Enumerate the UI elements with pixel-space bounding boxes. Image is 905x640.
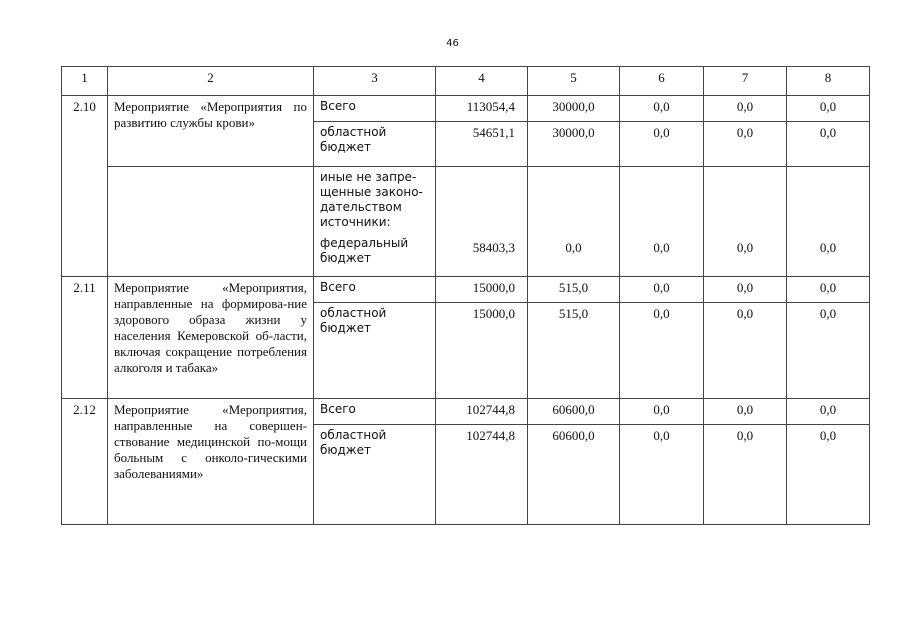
value-col8: 0,0 <box>787 399 870 425</box>
value-col6: 0,0 <box>620 425 704 525</box>
empty-name-cell <box>108 167 314 277</box>
source-label: областной бюджет <box>314 425 436 525</box>
value-col4: 54651,1 <box>436 122 528 167</box>
value-col8: 0,0 <box>787 277 870 303</box>
value-col4: 102744,8 <box>436 399 528 425</box>
value-col4: 113054,4 <box>436 96 528 122</box>
table-row <box>62 167 870 277</box>
item-name: Мероприятие «Мероприятия, направленные на формирова-ние здорового образа жизни у населения Кемеровской об-ласти, включая сокращение потребления алкоголя и табака» <box>108 277 314 399</box>
value-col7: 0,0 <box>704 425 787 525</box>
value-col7: 0,0 <box>704 277 787 303</box>
source-label: областной бюджет <box>314 122 436 167</box>
value-col7: 0,0 <box>704 122 787 167</box>
value-col4: 15000,0 <box>436 277 528 303</box>
value-col4: 15000,0 <box>436 303 528 399</box>
column-header: 5 <box>528 67 620 96</box>
table-row <box>62 277 870 303</box>
source-label: Всего <box>314 277 436 303</box>
value-col5: 0,0 <box>528 167 620 277</box>
column-header: 7 <box>704 67 787 96</box>
item-name: Мероприятие «Мероприятия, направленные на совершен-ствование медицинской по-мощи больным с онколо-гическими заболеваниями» <box>108 399 314 525</box>
budget-table <box>61 66 870 525</box>
value-col7: 0,0 <box>704 96 787 122</box>
column-header: 6 <box>620 67 704 96</box>
column-header: 8 <box>787 67 870 96</box>
value-col4: 102744,8 <box>436 425 528 525</box>
value-col7: 0,0 <box>704 399 787 425</box>
value-col6: 0,0 <box>620 277 704 303</box>
value-col5: 30000,0 <box>528 122 620 167</box>
column-header: 3 <box>314 67 436 96</box>
value-col6: 0,0 <box>620 96 704 122</box>
value-col4: 58403,3 <box>436 167 528 277</box>
column-header: 1 <box>62 67 108 96</box>
value-col8: 0,0 <box>787 167 870 277</box>
header-row <box>62 67 870 96</box>
value-col6: 0,0 <box>620 303 704 399</box>
source-note: иные не запре-щенные законо-дательством источники: <box>320 170 423 229</box>
value-col8: 0,0 <box>787 96 870 122</box>
table-row <box>62 399 870 425</box>
value-col8: 0,0 <box>787 425 870 525</box>
item-number: 2.12 <box>62 399 108 525</box>
source-label: Всего <box>314 96 436 122</box>
value-col5: 515,0 <box>528 277 620 303</box>
value-col7: 0,0 <box>704 167 787 277</box>
value-col6: 0,0 <box>620 399 704 425</box>
value-col5: 515,0 <box>528 303 620 399</box>
source-cell <box>314 167 436 277</box>
item-name: Мероприятие «Мероприятия по развитию службы крови» <box>108 96 314 167</box>
source-label: Всего <box>314 399 436 425</box>
column-header: 4 <box>436 67 528 96</box>
value-col8: 0,0 <box>787 303 870 399</box>
page-number: 46 <box>446 38 459 49</box>
item-number: 2.10 <box>62 96 108 277</box>
value-col8: 0,0 <box>787 122 870 167</box>
value-col6: 0,0 <box>620 167 704 277</box>
table-row <box>62 96 870 122</box>
value-col5: 60600,0 <box>528 399 620 425</box>
value-col7: 0,0 <box>704 303 787 399</box>
source-label: областной бюджет <box>314 303 436 399</box>
value-col5: 60600,0 <box>528 425 620 525</box>
value-col5: 30000,0 <box>528 96 620 122</box>
value-col6: 0,0 <box>620 122 704 167</box>
source-label: федеральный бюджет <box>320 236 409 265</box>
item-number: 2.11 <box>62 277 108 399</box>
column-header: 2 <box>108 67 314 96</box>
